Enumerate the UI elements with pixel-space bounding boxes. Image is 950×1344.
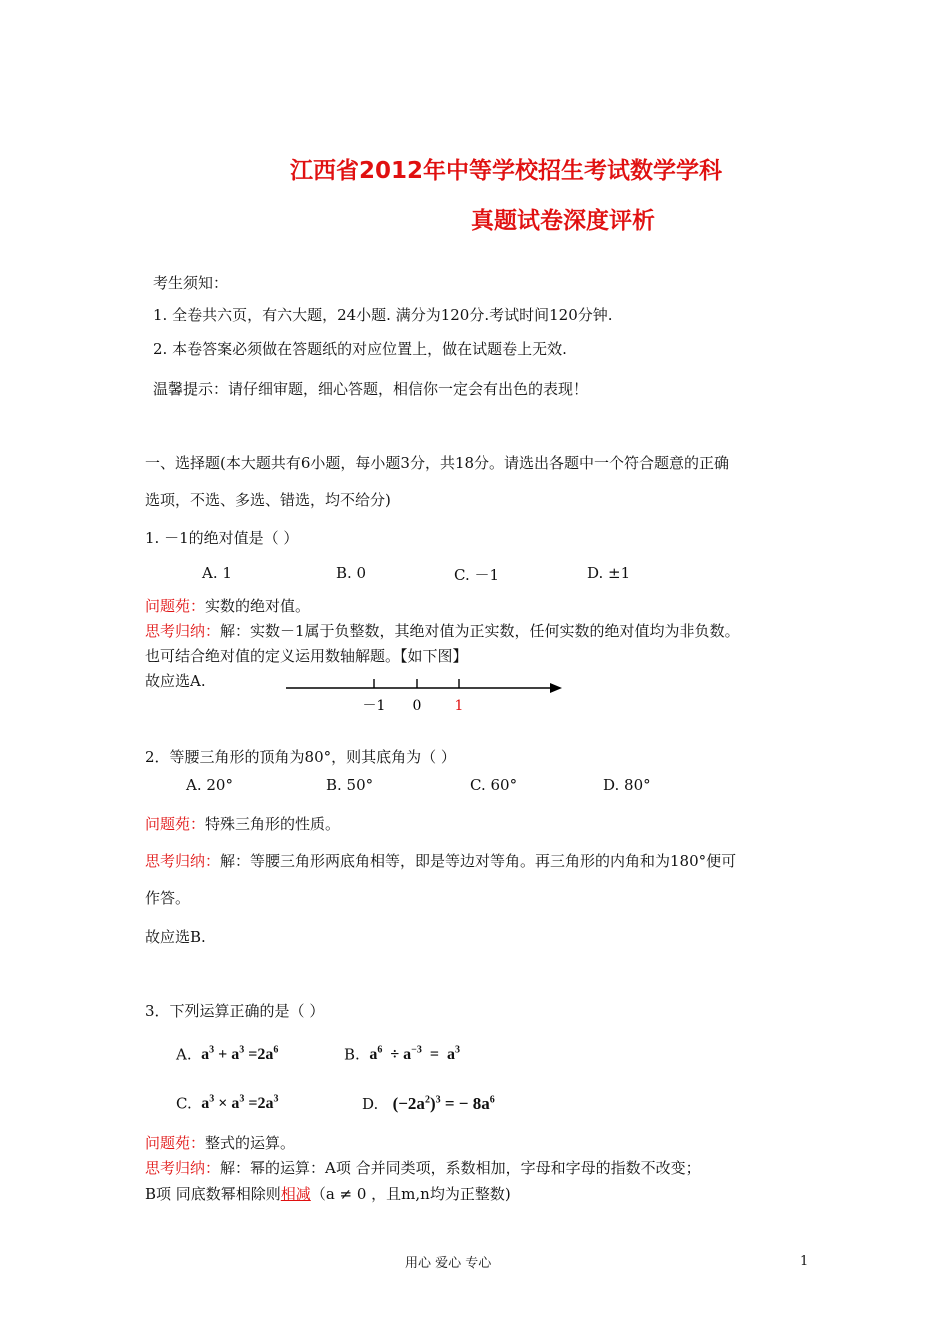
page-number: 1 [800, 1254, 809, 1269]
q3-option-a-label: A. [176, 1045, 192, 1064]
q1-answer: 故应选A. [145, 672, 206, 690]
q2-sikao [145, 850, 736, 871]
notice-item-1: 1. 全卷共六页，有六大题，24小题. 满分为120分.考试时间120分钟. [153, 306, 613, 324]
q1-sikao [145, 620, 740, 641]
tick-label-0: 0 [412, 698, 422, 714]
notice-item-2: 2. 本卷答案必须做在答题纸的对应位置上，做在试题卷上无效. [153, 340, 567, 358]
q3-sikao-line2-b: （a ≠ 0 ，且m,n均为正整数) [310, 1185, 511, 1203]
q2-option-b: B. 50° [326, 776, 374, 794]
q3-option-d-formula: $(-2a^2)^3$ = − $8a^6$ [392, 1094, 495, 1113]
tick-label-1: 1 [454, 698, 464, 714]
q3-option-b-label: B. [344, 1045, 360, 1064]
q3-option-d-label: D. [362, 1095, 379, 1113]
q3-option-b [344, 1045, 460, 1064]
q1-sikao-text: 解：实数－1属于负整数，其绝对值为正实数，任何实数的绝对值均为非负数。 [220, 622, 740, 640]
q3-wentiyuan-text: 整式的运算。 [205, 1134, 296, 1152]
number-line [280, 670, 580, 720]
q3-wentiyuan-label: 问题苑： [145, 1134, 206, 1152]
q3-sikao-line2-a: B项 同底数幂相除则 [145, 1185, 281, 1203]
footer-motto: 用心 爱心 专心 [405, 1256, 492, 1271]
q3-option-b-formula: $a^6 \div a^{-3} = a^3$ [369, 1045, 460, 1064]
q3-option-c [176, 1094, 279, 1113]
q2-wentiyuan-label: 问题苑： [145, 815, 206, 833]
q1-sikao-line2: 也可结合绝对值的定义运用数轴解题。【如下图】 [145, 647, 468, 665]
doc-title-line2: 真题试卷深度评析 [471, 208, 655, 234]
q3-option-c-formula: $a^3 \times a^3 =2a^3$ [201, 1094, 279, 1113]
q2-option-c: C. 60° [470, 776, 518, 794]
q1-option-a: A. 1 [202, 564, 232, 582]
q3-sikao-line2 [145, 1183, 511, 1204]
q1-option-b: B. 0 [336, 564, 367, 582]
q3-sikao-label: 思考归纳： [145, 1159, 221, 1177]
q3-option-a [176, 1045, 278, 1064]
q3-wentiyuan [145, 1132, 295, 1153]
q2-answer: 故应选B. [145, 928, 206, 946]
q1-option-d: D. ±1 [587, 564, 631, 582]
q2-wentiyuan [145, 813, 340, 834]
notice-heading: 考生须知： [153, 274, 229, 292]
q3-stem: 3．下列运算正确的是（ ） [145, 1002, 325, 1020]
notice-tip: 温馨提示：请仔细审题，细心答题，相信你一定会有出色的表现！ [153, 380, 589, 398]
q2-sikao-label: 思考归纳： [145, 852, 221, 870]
doc-title-line1: 江西省2012年中等学校招生考试数学学科 [290, 158, 723, 184]
q3-option-c-label: C. [176, 1094, 192, 1113]
q1-wentiyuan-text: 实数的绝对值。 [205, 597, 311, 615]
q2-wentiyuan-text: 特殊三角形的性质。 [205, 815, 341, 833]
q3-sikao [145, 1157, 701, 1178]
q1-sikao-label: 思考归纳： [145, 622, 221, 640]
q1-stem: 1. －1的绝对值是（ ） [145, 529, 299, 547]
q3-sikao-line2-underlined: 相减 [280, 1185, 311, 1203]
section1-line1: 一、选择题(本大题共有6小题，每小题3分，共18分。请选出各题中一个符合题意的正确 [145, 454, 730, 472]
tick-label-neg1: －1 [362, 698, 386, 714]
section1-line2: 选项，不选、多选、错选，均不给分) [145, 491, 391, 509]
q2-option-a: A. 20° [186, 776, 233, 794]
q1-wentiyuan [145, 595, 310, 616]
q1-option-c: C. －1 [454, 566, 500, 584]
q3-sikao-text: 解：幂的运算：A项 合并同类项，系数相加，字母和字母的指数不改变； [220, 1159, 701, 1177]
q2-stem: 2．等腰三角形的顶角为80°，则其底角为（ ） [145, 748, 456, 766]
q3-option-a-formula: $a^3 + a^3 =2a^6$ [201, 1045, 279, 1064]
q2-sikao-line2: 作答。 [145, 889, 191, 907]
q3-option-d [362, 1094, 495, 1114]
q1-wentiyuan-label: 问题苑： [145, 597, 206, 615]
q2-option-d: D. 80° [603, 776, 651, 794]
number-line-arrow [550, 683, 562, 693]
q2-sikao-text: 解：等腰三角形两底角相等，即是等边对等角。再三角形的内角和为180°便可 [220, 852, 737, 870]
